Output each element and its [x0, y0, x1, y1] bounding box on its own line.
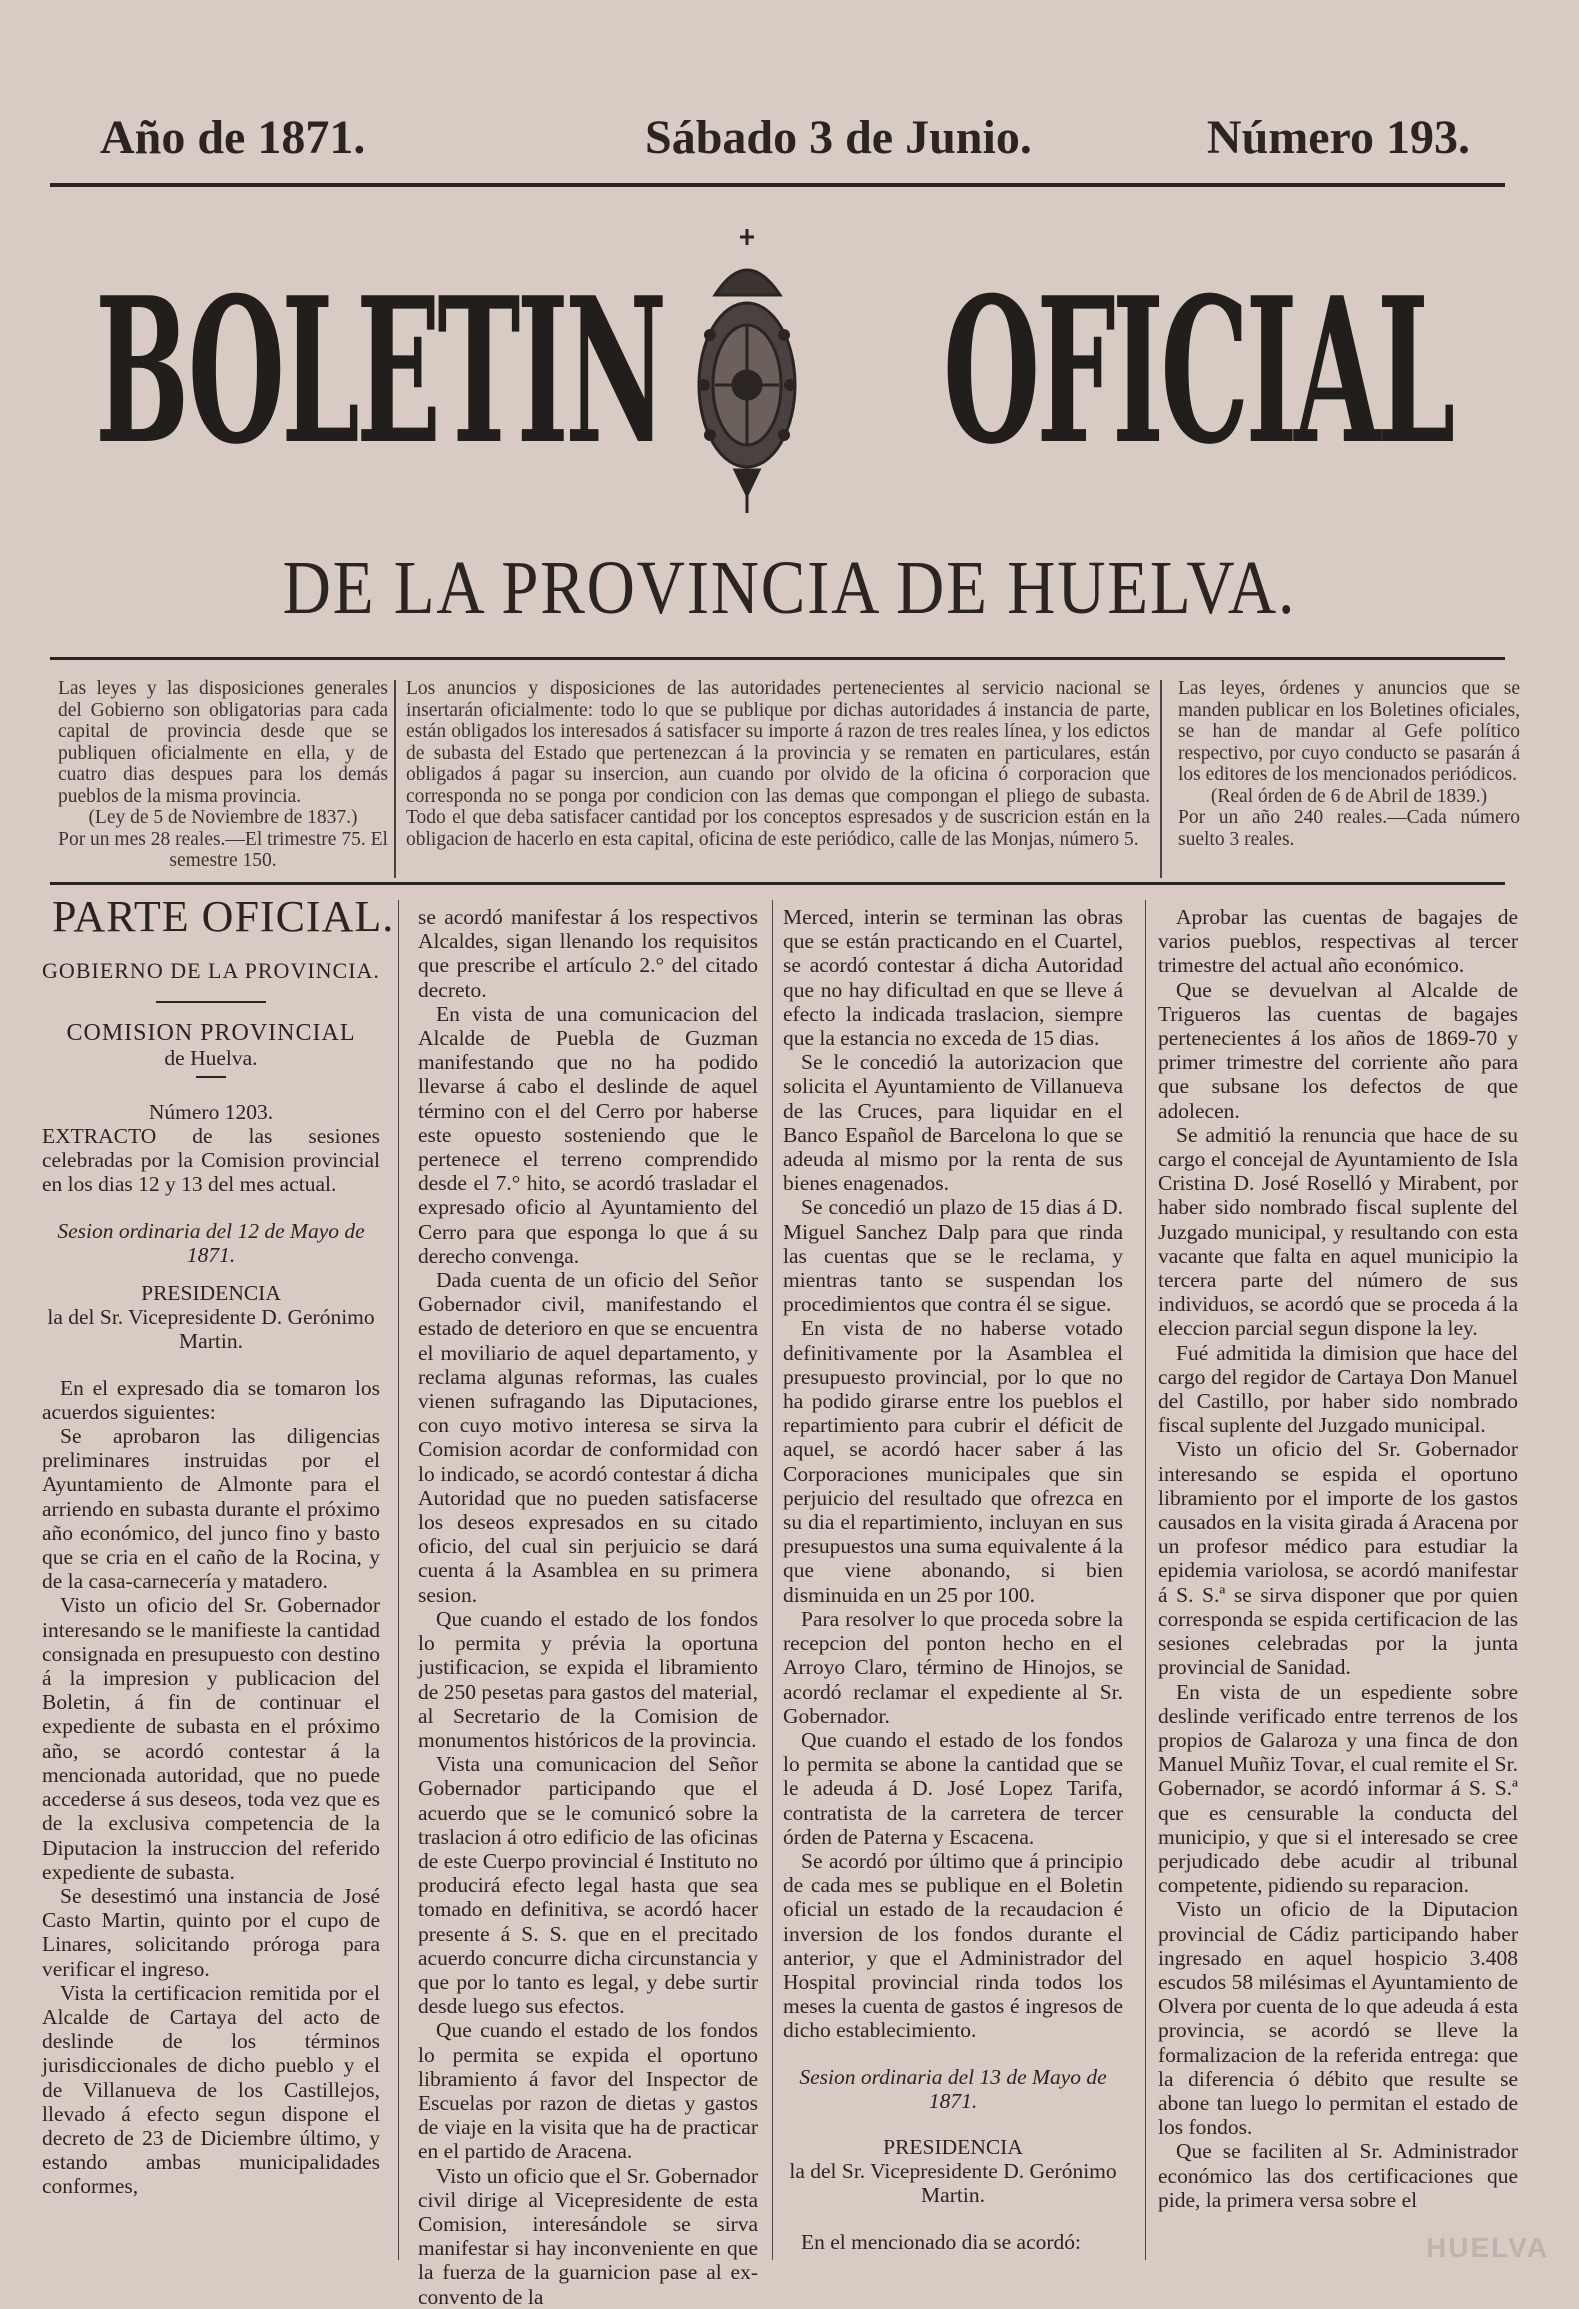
paragraph: Para resolver lo que proceda sobre la recepcion del ponton hecho en el Arroyo Claro, término de Hinojos, se acordó reclamar el expediente al Sr. Gobernador. [783, 1606, 1123, 1728]
section-rule [156, 1001, 266, 1003]
presidency-name: la del Sr. Vicepresidente D. Gerónimo Martin. [47, 1305, 375, 1354]
column-3 [783, 905, 1123, 2254]
paragraph: Se desestimó una instancia de José Casto Martin, quinto por el cupo de Linares, solicitando próroga para verificar el ingreso. [42, 1883, 380, 1981]
masthead-rule [50, 657, 1505, 660]
paragraph: Aprobar las cuentas de bagajes de varios pueblos, respectivas al tercer trimestre del actual año económico. [1158, 905, 1518, 978]
paragraph: Vista una comunicacion del Señor Gobernador participando que el acuerdo que se le comunicó sobre la traslacion á otro edificio de las oficinas de este Cuerpo provincial é Instituto no producirá efecto legal hasta que sea tomado en definitiva, se acordó hacer presente á S. S. que en el precitado acuerdo concurre dicha circunstancia y que por lo tanto es legal, y debe surtir desde luego sus efectos. [418, 1752, 758, 2019]
paragraph: Visto un oficio de la Diputacion provincial de Cádiz participando haber ingresado en aquel hospicio 3.408 escudos 58 milésimas el Ayuntamiento de Olvera por cuenta de lo que adeuda á esta provincia, se acordó se lleve la formalizacion de la referida entrega: que la diferencia ó débito que resulte se abone tan luego lo permitan el estado de los fondos. [1158, 1897, 1518, 2140]
paragraph: Visto un oficio del Sr. Gobernador interesando se espida el oportuno libramiento por el importe de los gastos causados en la visita girada á Aracena por un profesor médico para estudiar la epidemia variolosa, se acordó manifestar á S. S.ª se sirva disponer que por quien corresponda se espida certificacion de las sesiones celebradas por la junta provincial de Sanidad. [1158, 1437, 1518, 1680]
library-watermark: HUELVA [1426, 2232, 1549, 2263]
coat-of-arms-icon [690, 225, 805, 515]
session-heading: Sesion ordinaria del 12 de Mayo de 1871. [57, 1218, 365, 1267]
paragraph: Que cuando el estado de los fondos lo permita se expida el oportuno libramiento á favor del Inspector de Escuelas por razon de dietas y gastos de viaje en la visita que ha de practicar en el partido de Aracena. [418, 2018, 758, 2164]
comision-location: de Huelva. [164, 1045, 258, 1070]
paragraph: Se concedió un plazo de 15 dias á D. Miguel Sanchez Dalp para que rinda las cuentas que se le reclama, y mientras tanto se suspendan los procedimientos que contra él se sigue. [783, 1195, 1123, 1317]
notice-right-text: Las leyes, órdenes y anuncios que se manden publicar en los Boletines oficiales, se han de mandar al Gefe político respectivo, por cuyo conducto se pasarán á los editores de los mencionados periódicos. [1178, 678, 1520, 785]
notice-left-text: Las leyes y las disposiciones generales del Gobierno son obligatorias para cada capital de provincia desde que se publiquen oficialmente en ella, y de cuatro dias despues para los demás pueblos de la misma provincia. [58, 678, 388, 807]
extract-heading: EXTRACTO de las sesiones celebradas por la Comision provincial en los dias 12 y 13 del mes actual. [42, 1124, 380, 1197]
paragraph: Vista la certificacion remitida por el Alcalde de Cartaya del acto de deslinde de los términos jurisdiccionales de dicho pueblo y el de Villanueva de los Castillejos, llevado á efecto segun dispone el decreto de 23 de Diciembre último, y estando ambas municipalidades conformes, [42, 1980, 380, 2199]
paragraph: Dada cuenta de un oficio del Señor Gobernador civil, manifestando el estado de deterioro en que se encuentra el moviliario de aquel departamento, y reclama algunas reformas, las cuales vienen sufragando las Diputaciones, con cuyo motivo interesa se sirva la Comision acordar de conformidad con lo indicado, se acordó contestar á dicha Autoridad que no pueden satisfacerse los deseos expresados en su citado oficio, del cual sin perjuicio se dará cuenta á la Asamblea en su primera sesion. [418, 1268, 758, 1607]
paragraph: En el mencionado dia se acordó: [801, 2229, 1081, 2254]
column-1 [42, 892, 395, 2199]
column-4 [1158, 905, 1518, 2212]
issue-date: Sábado 3 de Junio. [645, 111, 1032, 164]
column-divider [772, 900, 773, 2260]
header-rule [50, 183, 1505, 187]
notice-right-price: Por un año 240 reales.—Cada número suelto 3 reales. [1178, 807, 1520, 850]
notice-rule [50, 882, 1505, 885]
masthead-title-right: OFICIAL [943, 254, 1452, 489]
paragraph: Se acordó por último que á principio de cada mes se publique en el Boletin oficial un estado de la recaudacion é inversion de los fondos durante el anterior, y que el Administrador del Hospital provincial rinda todos los meses la cuenta de gastos é ingresos de dicho establecimiento. [783, 1848, 1123, 2043]
column-2 [418, 905, 758, 2309]
presidency-heading: PRESIDENCIA [141, 1281, 281, 1306]
notice-left [58, 678, 388, 872]
notice-right-law: (Real órden de 6 de Abril de 1839.) [1210, 785, 1488, 807]
notice-divider [1160, 680, 1162, 878]
issue-year: Año de 1871. [100, 111, 366, 164]
paragraph: En el expresado dia se tomaron los acuerdos siguientes: [42, 1375, 380, 1424]
notice-middle-text: Los anuncios y disposiciones de las autoridades pertenecientes al servicio nacional se insertarán oficialmente: todo lo que se publique por dichas autoridades á instancia de parte, están obligados los interesados á satisfacer su importe á razon de tres reales línea, y los edictos de subasta del Estado que pertenezcan á la provincia y se rematen en particulares, están obligados á pagar su insercion, aun cuando por olvido de la oficina ó corporacion que corresponda no se ponga por condicion con las demas que compongan el pliego de subasta. Todo el que deba satisfacer cantidad por los conceptos espresados y de suscricion están en la obligacion de hacerlo en esta capital, oficina de este periódico, calle de las Monjas, número 5. [406, 678, 1150, 850]
issue-header [90, 110, 1470, 170]
paragraph: Se admitió la renuncia que hace de su cargo el concejal de Ayuntamiento de Isla Cristina D. José Roselló y Mirabent, por haber sido nombrado fiscal suplente del Juzgado municipal, y resultando con esta vacante que falta en aquel municipio la tercera parte del número de sus individuos, se acordó que se proceda á la eleccion parcial segun dispone la ley. [1158, 1122, 1518, 1341]
paragraph: Que cuando el estado de los fondos lo permita se abone la cantidad que se le adeuda á D. José Lopez Tarifa, contratista de la carretera de tercer órden de Paterna y Escacena. [783, 1727, 1123, 1849]
presidency-name: la del Sr. Vicepresidente D. Gerónimo Martin. [789, 2159, 1117, 2208]
paragraph: se acordó manifestar á los respectivos Alcaldes, sigan llenando los requisitos que prescribe el artículo 2.° del citado decreto. [418, 905, 758, 1002]
paragraph: Que cuando el estado de los fondos lo permita y prévia la oportuna justificacion, se expida el libramiento de 250 pesetas para gastos del material, al Secretario de la Comision de monumentos históricos de la provincia. [418, 1606, 758, 1752]
notice-middle [406, 678, 1150, 850]
gobierno-heading: GOBIERNO DE LA PROVINCIA. [42, 958, 380, 984]
paragraph: En vista de un espediente sobre deslinde verificado entre terrenos de los propios de Galaroza y una finca de don Manuel Muñiz Tovar, el cual remite el Sr. Gobernador, se acordó informar á S. S.ª que es censurable la conducta del municipio, y que si el interesado se cree perjudicado debe acudir al tribunal competente, pidiendo su reparacion. [1158, 1679, 1518, 1898]
document-number: Número 1203. [148, 1099, 274, 1124]
notice-right [1178, 678, 1520, 850]
paragraph: Se le concedió la autorizacion que solicita el Ayuntamiento de Villanueva de las Cruces, para liquidar en el Banco Español de Barcelona lo que se adeuda al mismo por la renta de sus bienes enagenados. [783, 1050, 1123, 1196]
session-heading: Sesion ordinaria del 13 de Mayo de 1871. [799, 2064, 1107, 2113]
issue-number: Número 193. [1206, 111, 1470, 164]
paragraph: Visto un oficio del Sr. Gobernador interesando se le manifieste la cantidad consignada en presupuesto con destino á la impresion y publicacion del Boletin, á fin de continuar el expediente de subasta en el próximo año, se acordó contestar á la mencionada autoridad, que no puede accederse á sus deseos, toda vez que es de la exclusiva competencia de la Diputacion la instruccion del referido expediente de subasta. [42, 1593, 380, 1884]
comision-heading: COMISION PROVINCIAL [66, 1020, 356, 1047]
paragraph: Fué admitida la dimision que hace del cargo del regidor de Cartaya Don Manuel del Castillo, por haber sido nombrado fiscal suplente del Juzgado municipal. [1158, 1340, 1518, 1438]
column-divider [398, 900, 399, 2260]
paragraph: Que se devuelvan al Alcalde de Trigueros las cuentas de bagajes pertenecientes á los años de 1869-70 y primer trimestre del corriente año para que subsane los defectos de que adolecen. [1158, 977, 1518, 1123]
paragraph: En vista de no haberse votado definitivamente por la Asamblea el presupuesto provincial, por lo que no ha podido girarse entre los pueblos el repartimiento para cubrir el déficit de aquel, se acordó hacer saber á las Corporaciones municipales que sin perjuicio del resultado que ofrezca en su dia el repartimiento, incluyan en sus presupuestos una suma equivalente á la que viene abonando, si bien disminuida en un 25 por 100. [783, 1316, 1123, 1607]
paragraph: Se aprobaron las diligencias preliminares instruidas por el Ayuntamiento de Almonte para el arriendo en subasta durante el próximo año económico, del junco fino y basto que se cria en el caño de la Rocina, y de la casa-carnecería y matadero. [42, 1424, 380, 1594]
notice-divider [394, 680, 396, 878]
paragraph: Merced, interin se terminan las obras que se están practicando en el Cuartel, se acordó contestar á dicha Autoridad que no hay dificultad en que se lleve á efecto la indicada traslacion, siempre que la estancia no exceda de 15 dias. [783, 905, 1123, 1051]
paragraph: Que se faciliten al Sr. Administrador económico las dos certificaciones que pide, la primera versa sobre el [1158, 2139, 1518, 2212]
paragraph: En vista de una comunicacion del Alcalde de Puebla de Guzman manifestando que no ha podido llevarse á cabo el deslinde de aquel término con el del Cerro por haberse este opuesto sosteniendo que le pertenece el terreno comprendido desde el 7.° hito, se acordó trasladar el expresado oficio al Ayuntamiento del Cerro para que esponga lo que á su derecho convenga. [418, 1001, 758, 1268]
section-title: PARTE OFICIAL. [52, 892, 395, 941]
notice-left-law: (Ley de 5 de Noviembre de 1837.) [88, 807, 358, 828]
column-divider [1145, 900, 1146, 2260]
masthead-title-left: BOLETIN [95, 254, 664, 489]
presidency-heading: PRESIDENCIA [883, 2134, 1023, 2159]
paragraph: Visto un oficio que el Sr. Gobernador civil dirige al Vicepresidente de esta Comision, interesándole se sirva manifestar si hay inconveniente en que la fuerza de la guarnicion pase al ex-convento de la [418, 2163, 758, 2309]
notice-left-price: Por un mes 28 reales.—El trimestre 75. El semestre 150. [58, 828, 388, 871]
masthead-subtitle: DE LA PROVINCIA DE HUELVA. [282, 546, 1297, 630]
